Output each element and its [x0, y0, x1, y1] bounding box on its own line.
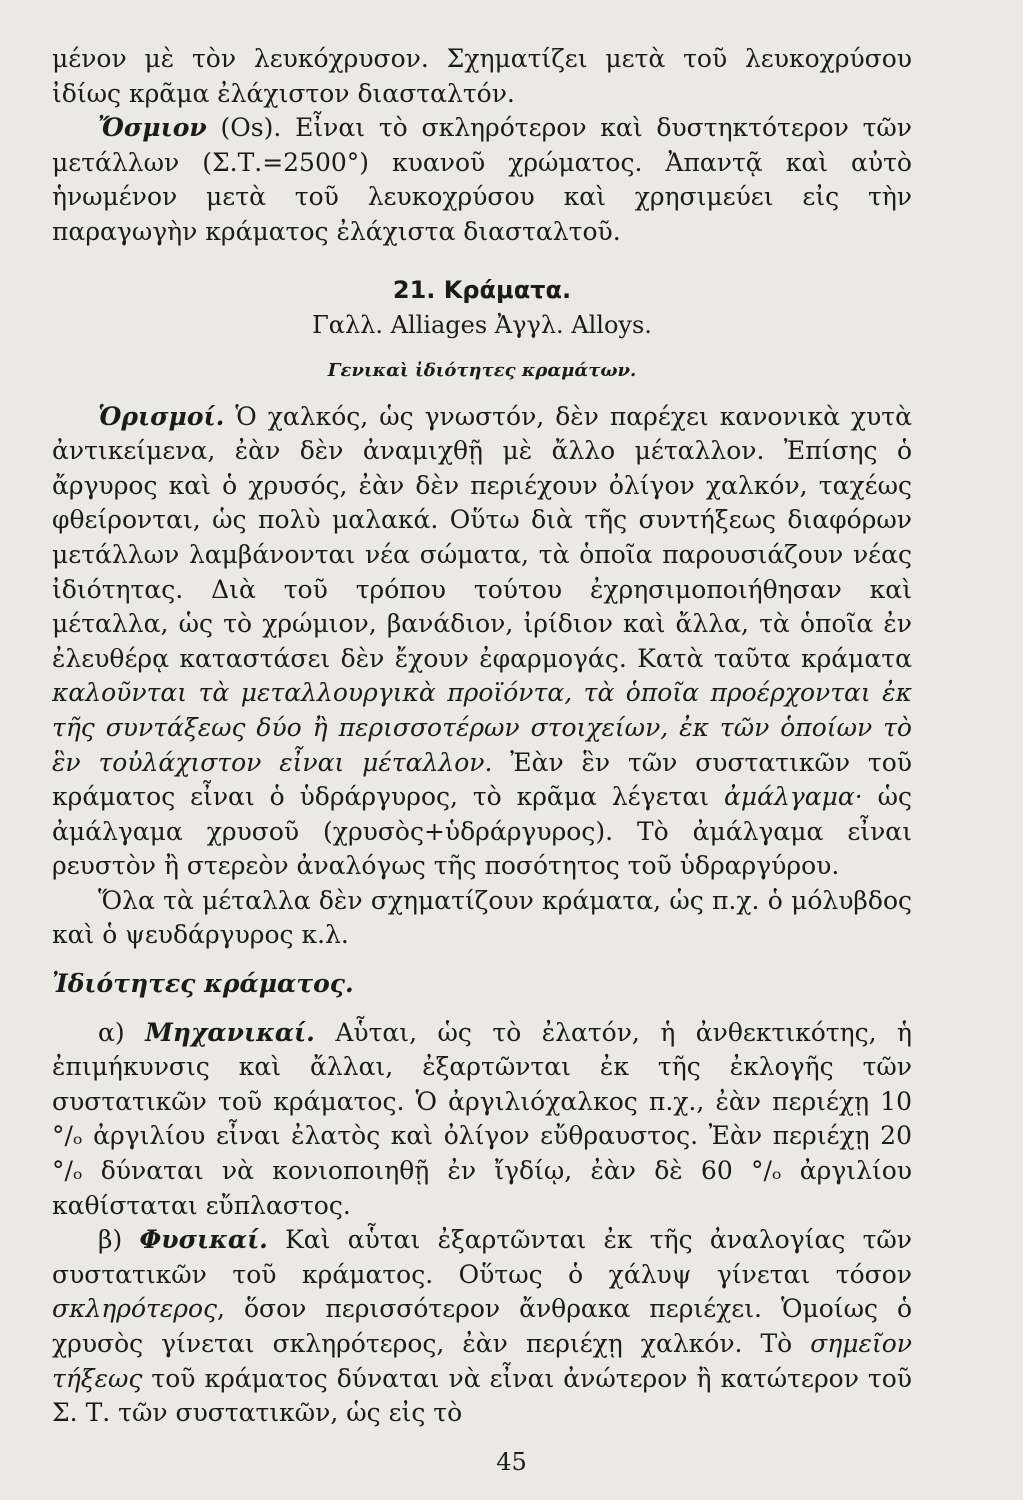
- term-amalgam: ἀμάλγαμα·: [723, 782, 863, 812]
- properties-heading: [52, 967, 912, 1002]
- italic-melting-point: σημεῖον τήξεως: [52, 1329, 912, 1393]
- paragraph-exceptions: [52, 884, 912, 953]
- paragraph-text: Ἐὰν ἓν τῶν συστατικῶν τοῦ κράματος εἶναι ὁ ὑδράργυρος, τὸ κρᾶμα λέγεται: [52, 747, 912, 812]
- paragraph-osmium: [52, 111, 912, 249]
- section-subheading: Γενικαὶ ἰδιότητες κραμάτων.: [327, 359, 637, 381]
- paragraph-definitions: [52, 400, 912, 884]
- paragraph-text: μένον μὲ τὸν λευκόχρυσον. Σχηματίζει μετὰ τοῦ λευκοχρύσου ἰδίως κρᾶμα ἐλάχιστον διασταλτόν.: [52, 44, 912, 108]
- paragraph-text: (Os). Εἶναι τὸ σκληρότερον καὶ δυστηκτότερον τῶν μετάλλων (Σ.Τ.=2500°) κυανοῦ χρώματος. Ἀπαντᾷ καὶ αὐτὸ ἡνωμένον μετὰ τοῦ λευκοχρύσου καὶ χρησιμεύει εἰς τὴν παραγωγὴν κράματος ἐλάχιστα διασταλτοῦ.: [52, 113, 912, 246]
- properties-heading-text: Ἰδιότητες κράματος.: [52, 969, 354, 999]
- paragraph-text: τοῦ κράματος δύναται νὰ εἶναι ἀνώτερον ἢ κατώτερον τοῦ Σ. Τ. τῶν συστατικῶν, ὡς εἰς τὸ: [52, 1363, 912, 1428]
- list-label: α): [98, 1017, 146, 1047]
- paragraph-text: Ὁ χαλκός, ὡς γνωστόν, δὲν παρέχει κανονικὰ χυτὰ ἀντικείμενα, ἐὰν δὲν ἀναμιχθῇ μὲ ἄλλο μέταλλον. Ἐπίσης ὁ ἄργυρος καὶ ὁ χρυσός, ἐὰν δὲν περιέχουν ὀλίγον χαλκόν, ταχέως φθείρονται, ὡς πολὺ μαλακά. Οὕτω διὰ τῆς συντήξεως διαφόρων μετάλλων λαμβάνονται νέα σώματα, τὰ ὁποῖα παρουσιάζουν νέας ἰδιότητας. Διὰ τοῦ τρόπου τούτου ἐχρησιμοποιήθησαν καὶ μέταλλα, ὡς τὸ χρώμιον, βανάδιον, ἰρίδιον καὶ ἄλλα, τὰ ὁποῖα ἐν ἐλευθέρᾳ καταστάσει δὲν ἔχουν ἐφαρμογάς. Κατὰ ταῦτα κράματα: [52, 401, 912, 673]
- paragraph-continuation: [52, 42, 912, 111]
- paragraph-text: , ὅσον περισσότερον ἄνθρακα περιέχει. Ὁμοίως ὁ χρυσὸς γίνεται σκληρότερος, ἐὰν περιέχῃ χαλκόν. Τὸ: [52, 1294, 912, 1358]
- section-subtitle: Γαλλ. Alliages Ἀγγλ. Alloys.: [312, 310, 652, 339]
- section-title: 21. Κράματα.: [392, 275, 572, 304]
- paragraph-mechanical: [52, 1016, 912, 1224]
- page-body: [52, 42, 912, 1431]
- paragraph-text: ὡς ἀμάλγαμα χρυσοῦ (χρυσὸς+ὑδράργυρος). Τὸ ἀμάλγαμα εἶναι ρευστὸν ἢ στερεὸν ἀναλόγως τῆς ποσότητος τοῦ ὑδραργύρου.: [52, 782, 912, 881]
- page-number: 45: [496, 1448, 527, 1476]
- paragraph-text: Ὅλα τὰ μέταλλα δὲν σχηματίζουν κράματα, ὡς π.χ. ὁ μόλυβδος καὶ ὁ ψευδάργυρος κ.λ.: [52, 885, 912, 950]
- paragraph-text: Αὗται, ὡς τὸ ἐλατόν, ἡ ἀνθεκτικότης, ἡ ἐπιμήκυνσις καὶ ἄλλαι, ἐξαρτῶνται ἐκ τῆς ἐκλογῆς τῶν συστατικῶν τοῦ κράματος. Ὁ ἀργιλιόχαλκος π.χ., ἐὰν περιέχῃ 10 °/ₒ ἀργιλίου εἶναι ἐλατὸς καὶ ὀλίγον εὔθραυστος. Ἐὰν περιέχῃ 20 °/ₒ δύναται νὰ κονιοποιηθῇ ἐν ἴγδίῳ, ἐὰν δὲ 60 °/ₒ ἀργιλίου καθίσταται εὔπλαστος.: [52, 1017, 912, 1220]
- term-osmium: Ὄσμιον: [98, 113, 207, 143]
- paragraph-physical: [52, 1223, 912, 1431]
- term-definitions: Ὁρισμοί.: [98, 401, 225, 431]
- list-label: β): [98, 1225, 140, 1255]
- paragraph-text: Καὶ αὗται ἐξαρτῶνται ἐκ τῆς ἀναλογίας τῶν συστατικῶν τοῦ κράματος. Οὕτως ὁ χάλυψ γίνεται τόσον: [52, 1225, 912, 1289]
- definition-italic: καλοῦνται τὰ μεταλλουργικὰ προϊόντα, τὰ ὁποῖα προέρχονται ἐκ τῆς συντάξεως δύο ἢ περισσοτέρων στοιχείων, ἐκ τῶν ὁποίων τὸ ἓν τοὐλάχιστον εἶναι μέταλλον.: [52, 678, 912, 777]
- italic-harder: σκληρότερος: [52, 1294, 218, 1324]
- term-mechanical: Μηχανικαί.: [145, 1017, 315, 1047]
- term-physical: Φυσικαί.: [139, 1225, 268, 1255]
